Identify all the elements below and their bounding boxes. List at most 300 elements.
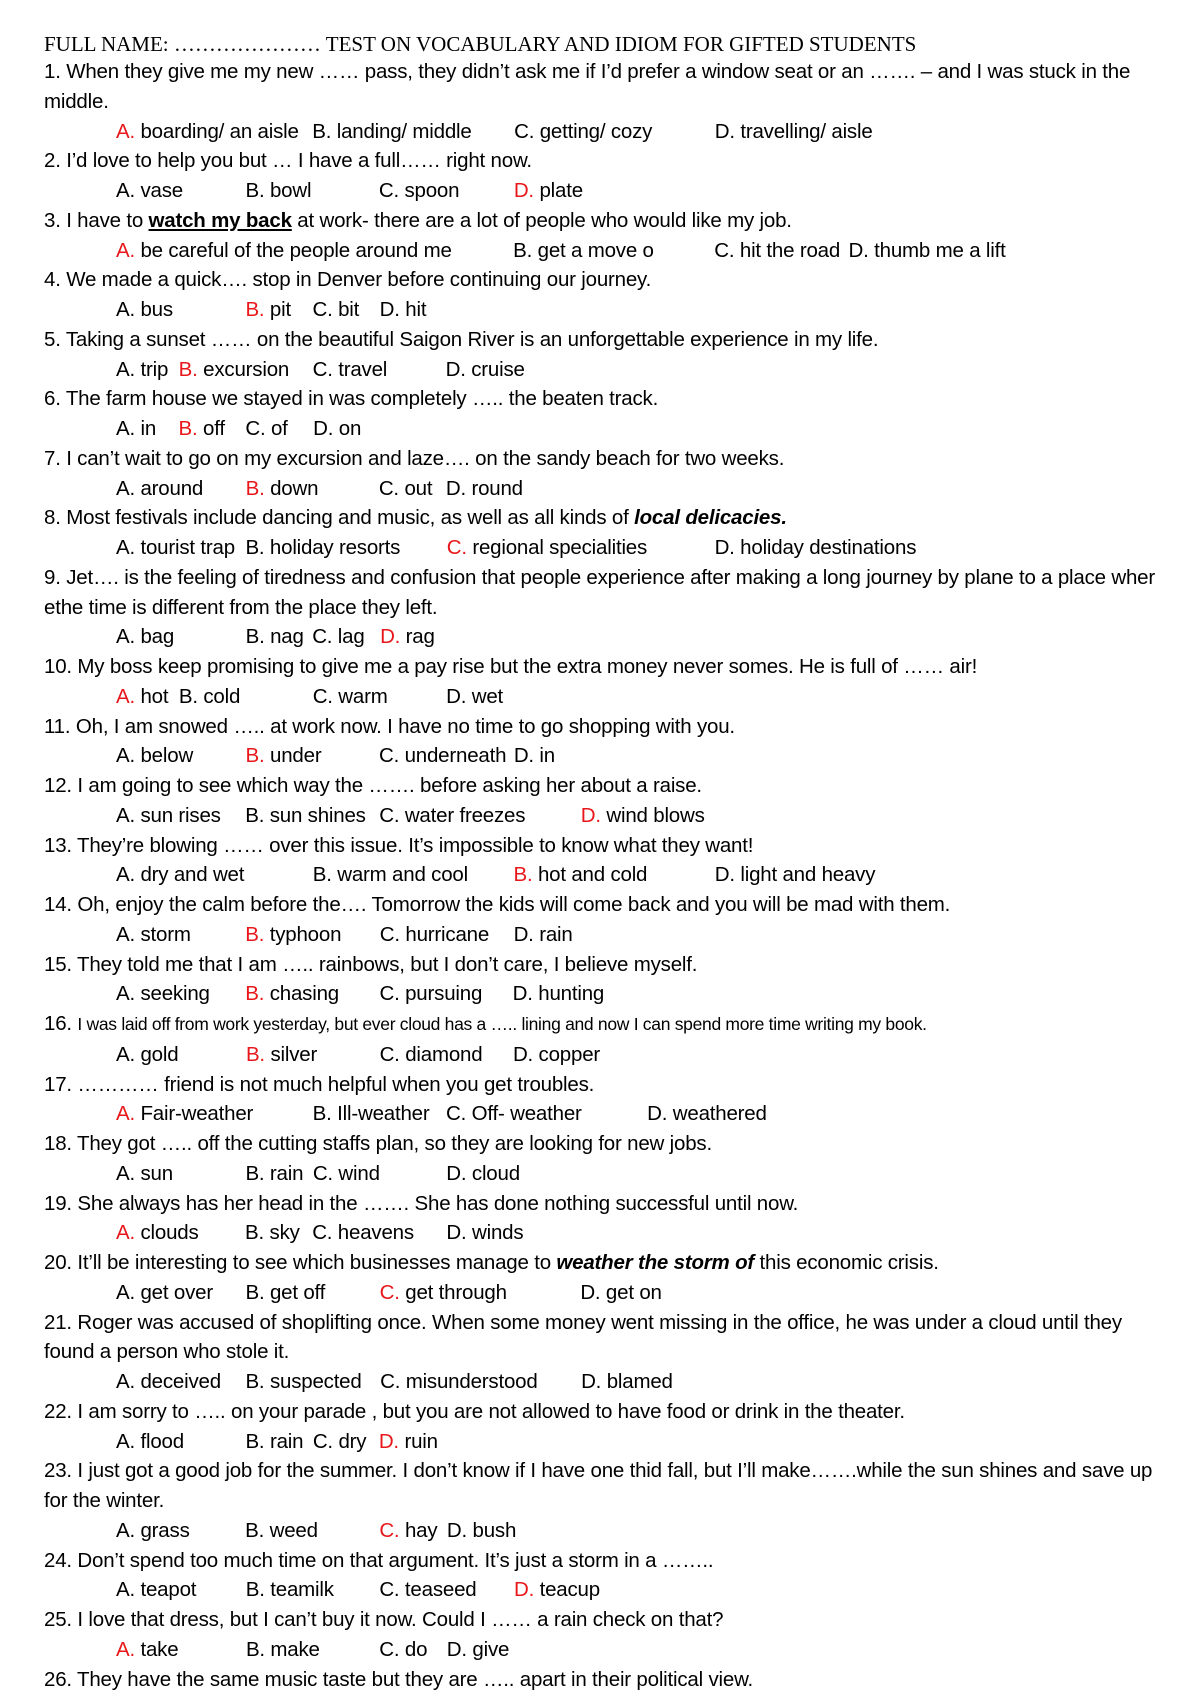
worksheet-header xyxy=(44,30,916,59)
answer-option[interactable] xyxy=(245,1278,325,1308)
answer-option[interactable] xyxy=(312,1218,414,1248)
option-text: bit xyxy=(338,298,360,321)
answer-option-correct[interactable] xyxy=(379,1427,438,1457)
answer-options xyxy=(44,1278,1174,1308)
question-23 xyxy=(44,1456,1174,1516)
answer-option[interactable] xyxy=(246,176,312,206)
answer-option-correct[interactable] xyxy=(513,860,647,890)
answer-options xyxy=(44,236,1174,266)
option-letter: A. xyxy=(116,1161,135,1185)
option-letter: C. xyxy=(379,1578,400,1602)
question-text: local delicacies. xyxy=(634,506,787,530)
answer-option[interactable] xyxy=(446,474,523,504)
full-name-blank: ………………… xyxy=(173,32,321,56)
option-letter: D. xyxy=(512,1042,534,1066)
option-letter: B. xyxy=(245,1042,265,1066)
question-11 xyxy=(44,712,1174,742)
option-text: hit the road xyxy=(739,238,841,262)
question-8 xyxy=(44,503,1174,533)
answer-option[interactable] xyxy=(312,117,471,147)
option-text: pursuing xyxy=(405,982,483,1006)
option-letter: D. xyxy=(513,922,534,946)
answer-option[interactable] xyxy=(379,801,525,831)
answer-option[interactable] xyxy=(379,176,459,206)
answer-option[interactable] xyxy=(245,1159,303,1189)
option-letter: B. xyxy=(245,179,265,202)
answer-option-correct[interactable] xyxy=(116,1218,199,1248)
option-text: flood xyxy=(140,1429,184,1453)
answer-option-correct[interactable] xyxy=(179,414,225,444)
answer-option[interactable] xyxy=(581,1367,673,1397)
option-text: grass xyxy=(140,1518,190,1542)
answer-option[interactable] xyxy=(380,295,427,325)
option-letter: A. xyxy=(116,179,135,202)
option-text: of xyxy=(270,417,288,440)
option-letter: B. xyxy=(245,922,265,946)
option-text: gold xyxy=(140,1042,179,1066)
answer-option[interactable] xyxy=(447,1635,509,1665)
answer-option-correct[interactable] xyxy=(245,920,341,950)
option-text: holiday destinations xyxy=(740,536,917,559)
answer-option[interactable] xyxy=(116,1278,213,1308)
answer-option[interactable] xyxy=(116,920,191,950)
answer-option[interactable] xyxy=(380,920,489,950)
answer-option[interactable] xyxy=(379,474,433,504)
option-text: misunderstood xyxy=(405,1370,538,1393)
answer-option[interactable] xyxy=(116,533,235,563)
option-letter: B. xyxy=(245,1518,265,1542)
answer-option[interactable] xyxy=(116,355,168,385)
answer-option[interactable] xyxy=(514,920,573,950)
option-text: rain xyxy=(269,1429,304,1453)
answer-option-correct[interactable] xyxy=(116,1635,178,1665)
option-letter: A. xyxy=(116,684,135,708)
question-text: 22. I am sorry to ….. on your parade , but you are not allowed to have food or drink in the theater. xyxy=(44,1399,905,1423)
option-letter: A. xyxy=(116,625,135,649)
question-7 xyxy=(44,444,1174,474)
answer-option[interactable] xyxy=(245,1367,361,1397)
answer-option[interactable] xyxy=(647,1099,767,1129)
option-letter: A. xyxy=(116,1518,135,1542)
answer-option[interactable] xyxy=(379,741,506,771)
option-text: make xyxy=(270,1637,320,1661)
answer-option-correct[interactable] xyxy=(116,117,299,147)
option-text: in xyxy=(140,417,157,440)
answer-option[interactable] xyxy=(245,533,400,563)
option-text: hot and cold xyxy=(537,863,648,887)
option-text: warm xyxy=(338,684,388,708)
answer-option[interactable] xyxy=(179,682,240,712)
option-letter: A. xyxy=(116,1370,135,1393)
answer-options xyxy=(44,1040,1174,1070)
answer-option[interactable] xyxy=(245,1516,318,1546)
answer-options xyxy=(44,355,1174,385)
option-text: hit xyxy=(405,298,427,321)
option-letter: A. xyxy=(116,1102,135,1126)
question-text: 2. I’d love to help you but … I have a full…… right now. xyxy=(44,149,532,173)
option-text: underneath xyxy=(404,744,507,768)
option-letter: C. xyxy=(312,625,333,649)
answer-option[interactable] xyxy=(313,355,388,385)
answer-option-correct[interactable] xyxy=(246,474,319,504)
answer-options xyxy=(44,741,1174,771)
answer-option-correct[interactable] xyxy=(581,801,705,831)
answer-option[interactable] xyxy=(313,1099,430,1129)
question-17 xyxy=(44,1070,1174,1100)
answer-option-correct[interactable] xyxy=(246,741,322,771)
answer-option[interactable] xyxy=(514,741,555,771)
option-letter: D. xyxy=(513,744,534,768)
answer-option[interactable] xyxy=(446,1099,582,1129)
option-letter: D. xyxy=(313,417,334,440)
option-letter: A. xyxy=(116,922,135,946)
option-text: teaseed xyxy=(404,1578,477,1602)
option-letter: B. xyxy=(312,119,332,143)
answer-option-correct[interactable] xyxy=(245,979,339,1009)
option-letter: A. xyxy=(116,238,135,262)
option-letter: B. xyxy=(245,803,265,827)
option-text: weathered xyxy=(672,1102,767,1126)
answer-option[interactable] xyxy=(245,1218,300,1248)
answer-option[interactable] xyxy=(116,1575,196,1605)
answer-option[interactable] xyxy=(849,236,1006,266)
option-text: get off xyxy=(269,1280,326,1304)
option-letter: B. xyxy=(245,1161,265,1185)
option-text: hot xyxy=(140,684,169,708)
answer-option[interactable] xyxy=(312,622,364,652)
option-letter: A. xyxy=(116,1429,135,1453)
option-letter: A. xyxy=(116,1280,135,1304)
answer-option-correct[interactable] xyxy=(380,1278,507,1308)
option-text: sun rises xyxy=(140,803,221,827)
answer-option[interactable] xyxy=(116,1040,178,1070)
option-text: spoon xyxy=(404,179,460,202)
answer-options xyxy=(44,533,1174,563)
option-letter: B. xyxy=(245,1221,265,1245)
question-text: 15. They told me that I am ….. rainbows, but I don’t care, I believe myself. xyxy=(44,952,698,976)
answer-option[interactable] xyxy=(246,1575,334,1605)
option-letter: B. xyxy=(178,417,198,440)
answer-option[interactable] xyxy=(313,860,468,890)
answer-option[interactable] xyxy=(380,979,483,1009)
question-18 xyxy=(44,1129,1174,1159)
answer-option-correct[interactable] xyxy=(514,1575,600,1605)
option-text: on xyxy=(338,417,362,440)
answer-option[interactable] xyxy=(246,1635,320,1665)
option-text: nag xyxy=(270,625,304,649)
test-title: TEST ON VOCABULARY AND IDIOM FOR GIFTED STUDENTS xyxy=(325,32,917,56)
option-letter: B. xyxy=(245,1280,265,1304)
answer-option[interactable] xyxy=(380,1040,483,1070)
option-letter: B. xyxy=(245,536,265,559)
option-letter: A. xyxy=(116,863,135,887)
answer-option[interactable] xyxy=(447,1516,516,1546)
option-letter: A. xyxy=(116,417,135,440)
question-text: 17. ………… friend is not much helpful when you get troubles. xyxy=(44,1072,595,1096)
answer-option[interactable] xyxy=(715,533,917,563)
answer-option-correct[interactable] xyxy=(179,355,289,385)
option-letter: B. xyxy=(245,1578,265,1602)
option-letter: A. xyxy=(116,1578,135,1602)
option-text: deceived xyxy=(140,1370,221,1393)
answer-options xyxy=(44,117,1174,147)
option-text: silver xyxy=(270,1042,318,1066)
answer-option[interactable] xyxy=(379,1575,476,1605)
option-text: get over xyxy=(140,1280,213,1304)
question-text: 18. They got ….. off the cutting staffs plan, so they are looking for new jobs. xyxy=(44,1132,712,1155)
option-text: storm xyxy=(140,922,191,946)
answer-option[interactable] xyxy=(312,295,359,325)
answer-option[interactable] xyxy=(714,236,840,266)
answer-options xyxy=(44,1159,1174,1189)
option-text: trip xyxy=(140,357,169,381)
option-letter: D. xyxy=(512,982,533,1006)
option-letter: C. xyxy=(446,1102,467,1126)
answer-option[interactable] xyxy=(715,860,876,890)
answer-option[interactable] xyxy=(313,682,388,712)
option-text: winds xyxy=(472,1221,524,1245)
option-letter: B. xyxy=(312,863,332,887)
answer-option[interactable] xyxy=(379,1635,427,1665)
question-25 xyxy=(44,1605,1174,1635)
option-text: round xyxy=(471,476,523,500)
question-4 xyxy=(44,265,1174,295)
option-text: cruise xyxy=(471,357,525,381)
answer-option[interactable] xyxy=(245,1427,303,1457)
option-letter: C. xyxy=(379,1637,400,1661)
answer-option[interactable] xyxy=(446,355,525,385)
question-24 xyxy=(44,1546,1174,1576)
option-letter: B. xyxy=(245,1370,265,1393)
option-text: weed xyxy=(269,1518,318,1542)
option-text: around xyxy=(140,476,204,500)
question-text: 8. Most festivals include dancing and music, as well as all kinds of xyxy=(44,506,635,530)
question-21 xyxy=(44,1308,1174,1368)
option-letter: C. xyxy=(379,1518,400,1542)
option-text: pit xyxy=(269,298,291,321)
option-letter: A. xyxy=(116,1637,135,1661)
option-letter: B. xyxy=(178,357,198,381)
option-text: take xyxy=(140,1637,179,1661)
option-text: boarding/ an aisle xyxy=(140,119,299,143)
option-letter: A. xyxy=(116,744,135,768)
option-text: rag xyxy=(405,625,435,649)
question-text: 3. I have to xyxy=(44,208,149,232)
option-text: typhoon xyxy=(269,922,342,946)
option-text: bag xyxy=(140,625,175,649)
option-letter: A. xyxy=(116,536,135,559)
answer-option[interactable] xyxy=(513,979,604,1009)
question-text: 26. They have the same music taste but they are ….. apart in their political view. xyxy=(44,1667,754,1691)
option-text: Fair-weather xyxy=(140,1102,254,1126)
option-text: sky xyxy=(269,1221,300,1245)
answer-option[interactable] xyxy=(715,117,873,147)
question-10 xyxy=(44,652,1174,682)
option-text: get on xyxy=(605,1280,662,1304)
option-text: chasing xyxy=(269,982,339,1006)
option-letter: C. xyxy=(245,417,266,440)
answer-option[interactable] xyxy=(116,1159,173,1189)
option-text: get through xyxy=(405,1280,507,1304)
option-letter: C. xyxy=(379,1280,400,1304)
option-letter: D. xyxy=(513,179,534,202)
question-text: 23. I just got a good job for the summer. I don’t know if I have one thid fall, but I’ll make…….while the sun shines and save up for the winter. xyxy=(44,1459,1153,1512)
answer-option[interactable] xyxy=(245,414,287,444)
option-text: be careful of the people around me xyxy=(140,238,452,262)
question-text: 10. My boss keep promising to give me a pay rise but the extra money never somes. He is full of …… air! xyxy=(44,655,978,678)
answer-option[interactable] xyxy=(513,236,654,266)
answer-options xyxy=(44,1635,1174,1665)
question-13 xyxy=(44,831,1174,861)
answer-option[interactable] xyxy=(245,801,366,831)
question-16 xyxy=(44,1009,1174,1040)
option-letter: B. xyxy=(245,476,265,500)
option-text: travel xyxy=(338,357,388,381)
option-letter: B. xyxy=(245,1429,265,1453)
option-letter: A. xyxy=(116,357,135,381)
option-letter: D. xyxy=(446,1518,467,1542)
option-text: getting/ cozy xyxy=(539,119,653,143)
option-text: wind blows xyxy=(606,803,705,827)
answer-options xyxy=(44,682,1174,712)
answer-option[interactable] xyxy=(513,1040,600,1070)
option-letter: D. xyxy=(446,1161,467,1185)
answer-option-correct[interactable] xyxy=(380,622,435,652)
option-letter: C. xyxy=(312,1161,333,1185)
option-text: blamed xyxy=(606,1370,673,1393)
option-letter: C. xyxy=(312,357,333,381)
question-text: 19. She always has her head in the ……. She has done nothing successful until now. xyxy=(44,1191,799,1215)
answer-options xyxy=(44,474,1174,504)
answer-option[interactable] xyxy=(116,741,193,771)
option-text: excursion xyxy=(203,357,290,381)
option-letter: C. xyxy=(312,1221,333,1245)
answer-option-correct[interactable] xyxy=(514,176,583,206)
answer-option-correct[interactable] xyxy=(116,1099,253,1129)
answer-options xyxy=(44,860,1174,890)
option-text: wet xyxy=(471,684,504,708)
option-text: clouds xyxy=(140,1221,199,1245)
answer-option[interactable] xyxy=(380,1367,537,1397)
option-text: in xyxy=(539,744,555,768)
option-text: copper xyxy=(538,1042,601,1066)
option-letter: A. xyxy=(116,982,135,1006)
option-text: light and heavy xyxy=(740,863,876,887)
question-20 xyxy=(44,1248,1174,1278)
question-6 xyxy=(44,384,1174,414)
answer-option[interactable] xyxy=(446,1218,523,1248)
answer-options xyxy=(44,414,1174,444)
answer-option[interactable] xyxy=(116,1516,190,1546)
answer-option[interactable] xyxy=(313,414,361,444)
option-text: down xyxy=(270,476,319,500)
option-text: bus xyxy=(140,298,173,321)
question-5 xyxy=(44,325,1174,355)
answer-option[interactable] xyxy=(116,1367,221,1397)
answer-option-correct[interactable] xyxy=(116,236,452,266)
answer-option[interactable] xyxy=(116,414,156,444)
answer-option-correct[interactable] xyxy=(246,1040,317,1070)
option-letter: B. xyxy=(245,744,265,768)
option-letter: D. xyxy=(446,684,467,708)
answer-option[interactable] xyxy=(116,622,174,652)
answer-option-correct[interactable] xyxy=(379,1516,437,1546)
option-letter: B. xyxy=(245,625,265,649)
question-15 xyxy=(44,950,1174,980)
option-letter: D. xyxy=(379,298,400,321)
answer-option[interactable] xyxy=(116,860,244,890)
answer-options xyxy=(44,1367,1174,1397)
option-letter: C. xyxy=(312,1429,333,1453)
option-letter: D. xyxy=(378,1429,399,1453)
answer-option[interactable] xyxy=(116,176,183,206)
answer-option[interactable] xyxy=(514,117,652,147)
option-text: Off- weather xyxy=(471,1102,582,1126)
option-text: suspected xyxy=(269,1370,362,1393)
question-text: 9. Jet…. is the feeling of tiredness and confusion that people experience after making a long journey by plane to a place wher ethe time is different from the place they left. xyxy=(44,565,1155,619)
answer-options xyxy=(44,801,1174,831)
answer-option[interactable] xyxy=(116,1427,184,1457)
option-letter: C. xyxy=(514,119,535,143)
option-text: hay xyxy=(404,1518,438,1542)
question-2 xyxy=(44,146,1174,176)
answer-option-correct[interactable] xyxy=(116,682,168,712)
option-text: teamilk xyxy=(270,1578,334,1602)
answer-options xyxy=(44,622,1174,652)
option-letter: D. xyxy=(581,1370,602,1393)
option-letter: B. xyxy=(513,863,533,887)
answer-option-correct[interactable] xyxy=(447,533,647,563)
option-text: cold xyxy=(203,684,241,708)
answer-option[interactable] xyxy=(116,801,221,831)
question-1 xyxy=(44,57,1174,117)
option-letter: D. xyxy=(714,536,735,559)
option-letter: D. xyxy=(513,1578,535,1602)
question-text: 14. Oh, enjoy the calm before the…. Tomorrow the kids will come back and you will be mad with them. xyxy=(44,893,951,916)
option-letter: C. xyxy=(446,536,467,559)
answer-option[interactable] xyxy=(313,1427,367,1457)
answer-option[interactable] xyxy=(116,474,203,504)
question-text: 4. We made a quick…. stop in Denver before continuing our journey. xyxy=(44,268,652,292)
answer-options xyxy=(44,176,1174,206)
answer-option[interactable] xyxy=(246,622,304,652)
option-letter: C. xyxy=(312,298,333,321)
option-letter: D. xyxy=(445,357,466,381)
answer-option-correct[interactable] xyxy=(245,295,291,325)
question-text: 16. xyxy=(44,1012,78,1035)
option-letter: A. xyxy=(116,803,135,827)
option-text: hurricane xyxy=(405,922,490,946)
question-3 xyxy=(44,206,1174,236)
option-letter: D. xyxy=(446,1221,467,1245)
option-letter: C. xyxy=(312,684,333,708)
answer-option[interactable] xyxy=(446,682,503,712)
answer-option[interactable] xyxy=(580,1278,661,1308)
option-letter: B. xyxy=(312,1102,332,1126)
option-letter: D. xyxy=(848,238,869,262)
question-text: 5. Taking a sunset …… on the beautiful Saigon River is an unforgettable experience in my life. xyxy=(44,327,879,351)
option-text: off xyxy=(203,417,225,440)
question-text: 1. When they give me my new …… pass, they didn’t ask me if I’d prefer a window seat or an ……. – and I was stuck in the middle. xyxy=(44,60,1131,113)
full-name-label: FULL NAME: xyxy=(44,32,169,56)
question-26 xyxy=(44,1665,1174,1695)
question-text: 12. I am going to see which way the ……. before asking her about a raise. xyxy=(44,774,702,797)
answer-option[interactable] xyxy=(313,1159,380,1189)
answer-option[interactable] xyxy=(116,979,210,1009)
answer-option[interactable] xyxy=(116,295,173,325)
option-text: rain xyxy=(269,1161,304,1185)
answer-option[interactable] xyxy=(446,1159,520,1189)
